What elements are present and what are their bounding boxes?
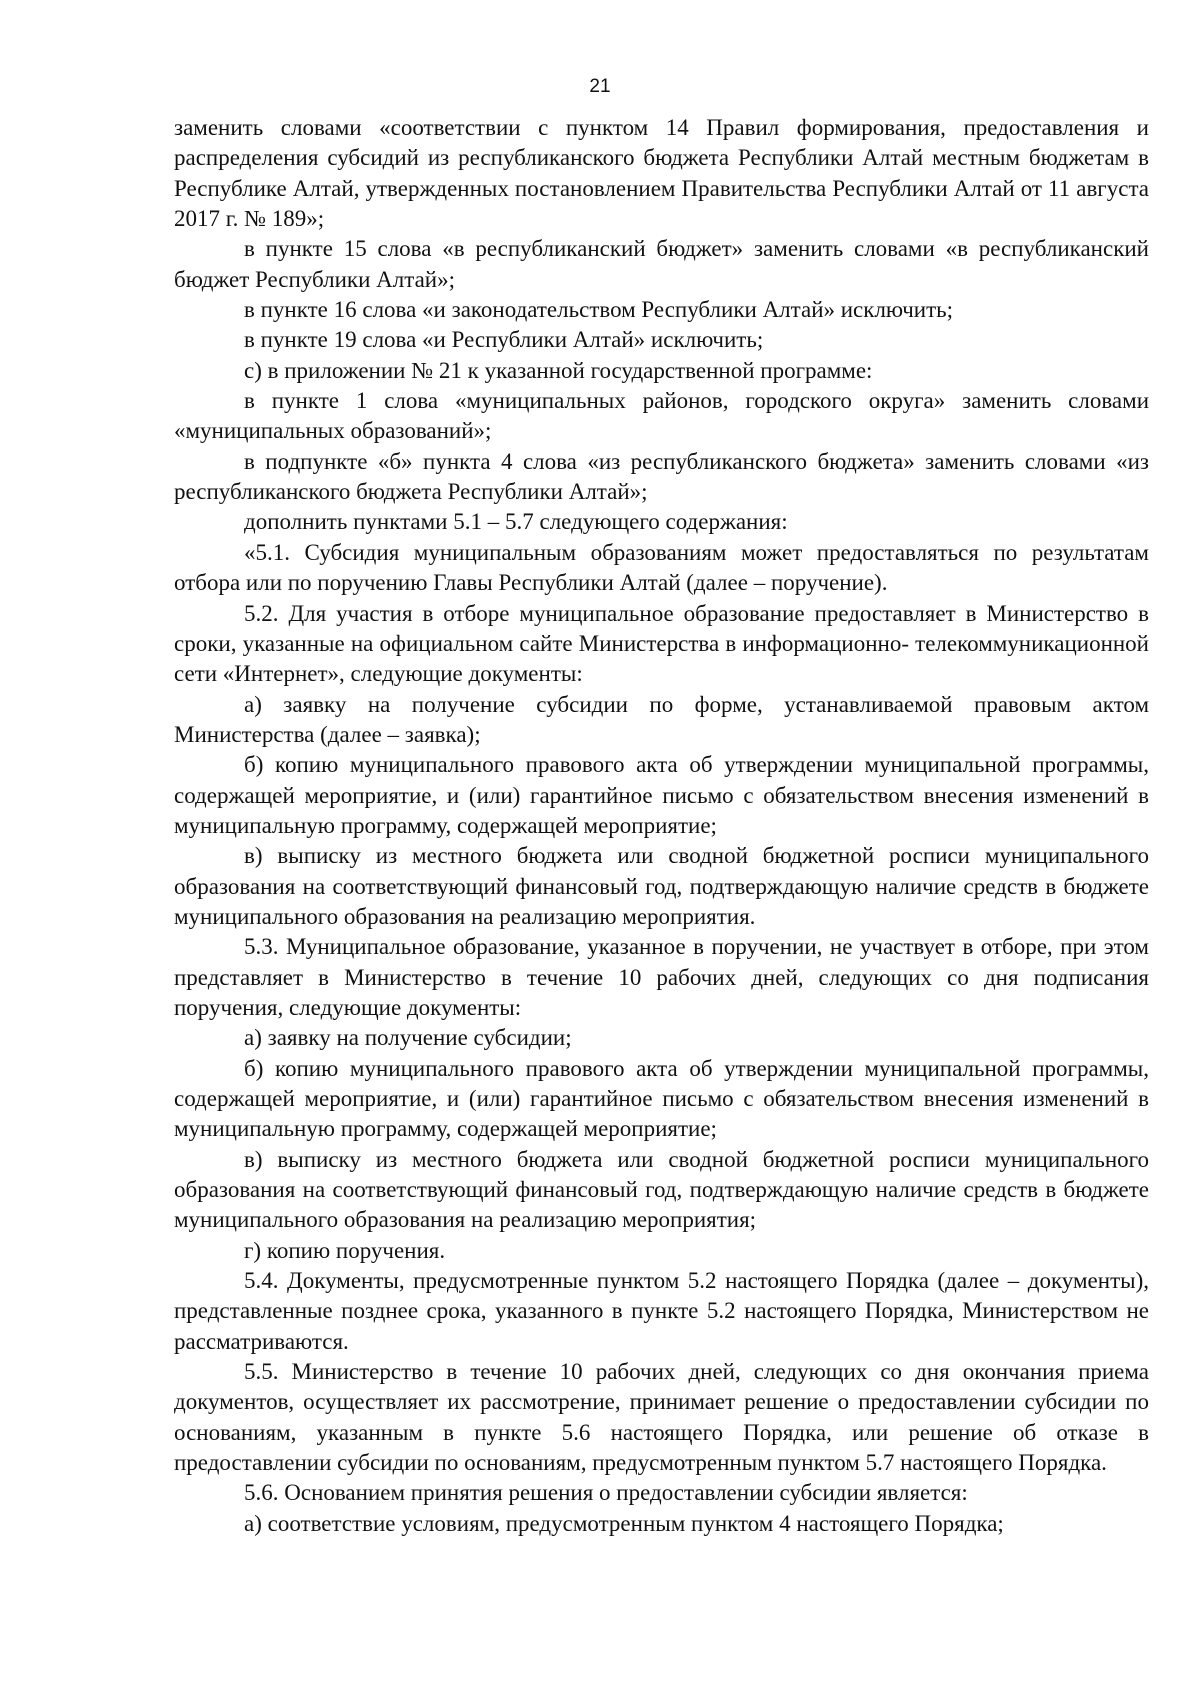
paragraph: 5.3. Муниципальное образование, указанное в поручении, не участвует в отборе, при этом представляет в Министерство в течение 10 рабочих дней, следующих со дня подписания поручения, следующие документы: [174, 934, 1149, 1020]
paragraph: в) выписку из местного бюджета или сводной бюджетной росписи муниципального образования на соответствующий финансовый год, подтверждающую наличие средств в бюджете муниципального образования на реализацию мероприятия. [174, 843, 1149, 929]
paragraph: в пункте 19 слова «и Республики Алтай» исключить; [244, 327, 764, 353]
paragraph: б) копию муниципального правового акта об утверждении муниципальной программы, содержащей мероприятие, и (или) гарантийное письмо с обязательством внесения изменений в муниципальную программу, содержащей мероприятие; [174, 1055, 1149, 1142]
paragraph: в пункте 15 слова «в республиканский бюджет» заменить словами «в республиканский бюджет Республики Алтай»; [174, 236, 1149, 292]
paragraph: в пункте 16 слова «и законодательством Республики Алтай» исключить; [244, 297, 954, 323]
paragraph: «5.1. Субсидия муниципальным образованиям может предоставляться по результатам отбора или по поручению Главы Республики Алтай (далее – поручение). [174, 539, 1149, 596]
paragraph: а) заявку на получение субсидии по форме, устанавливаемой правовым актом Министерства (далее – заявка); [174, 691, 1149, 747]
paragraph: 5.2. Для участия в отборе муниципальное образование предоставляет в Министерство в сроки, указанные на официальном сайте Министерства в информационно- телекоммуникационной сети «Интернет», следующие документы: [174, 600, 1149, 687]
paragraph: заменить словами «соответствии с пунктом 14 Правил формирования, предоставления и распределения субсидий из республиканского бюджета Республики Алтай местным бюджетам в Республике Алтай, утвержденных постановлением Правительства Республики Алтай от 11 августа 2017 г. № 189»; [174, 115, 1149, 232]
paragraph: г) копию поручения. [244, 1237, 446, 1263]
paragraph: в пункте 1 слова «муниципальных районов, городского округа» заменить словами «муниципальных образований»; [174, 388, 1149, 444]
page-number: 21 [589, 76, 611, 97]
paragraph: а) соответствие условиям, предусмотренным пунктом 4 настоящего Порядка; [244, 1510, 1004, 1536]
paragraph: 5.5. Министерство в течение 10 рабочих дней, следующих со дня окончания приема документов, осуществляет их рассмотрение, принимает решение о предоставлении субсидии по основаниям, указанным в пункте 5.6 настоящего Порядка, или решение об отказе в предоставлении субсидии по основаниям, предусмотренным пунктом 5.7 настоящего Порядка. [174, 1359, 1149, 1476]
paragraph: б) копию муниципального правового акта об утверждении муниципальной программы, содержащей мероприятие, и (или) гарантийное письмо с обязательством внесения изменений в муниципальную программу, содержащей мероприятие; [174, 752, 1149, 838]
paragraph: 5.4. Документы, предусмотренные пунктом 5.2 настоящего Порядка (далее – документы), представленные позднее срока, указанного в пункте 5.2 настоящего Порядка, Министерством не рассматриваются. [174, 1268, 1149, 1354]
paragraph: с) в приложении № 21 к указанной государственной программе: [244, 357, 873, 383]
paragraph: дополнить пунктами 5.1 – 5.7 следующего содержания: [244, 509, 788, 535]
paragraph: 5.6. Основанием принятия решения о предоставлении субсидии является: [244, 1480, 968, 1506]
paragraph: а) заявку на получение субсидии; [244, 1025, 572, 1051]
paragraph: в) выписку из местного бюджета или сводной бюджетной росписи муниципального образования на соответствующий финансовый год, подтверждающую наличие средств в бюджете муниципального образования на реализацию мероприятия; [174, 1146, 1149, 1233]
paragraph: в подпункте «б» пункта 4 слова «из республиканского бюджета» заменить словами «из республиканского бюджета Республики Алтай»; [174, 448, 1149, 505]
document-body [174, 113, 1149, 1539]
